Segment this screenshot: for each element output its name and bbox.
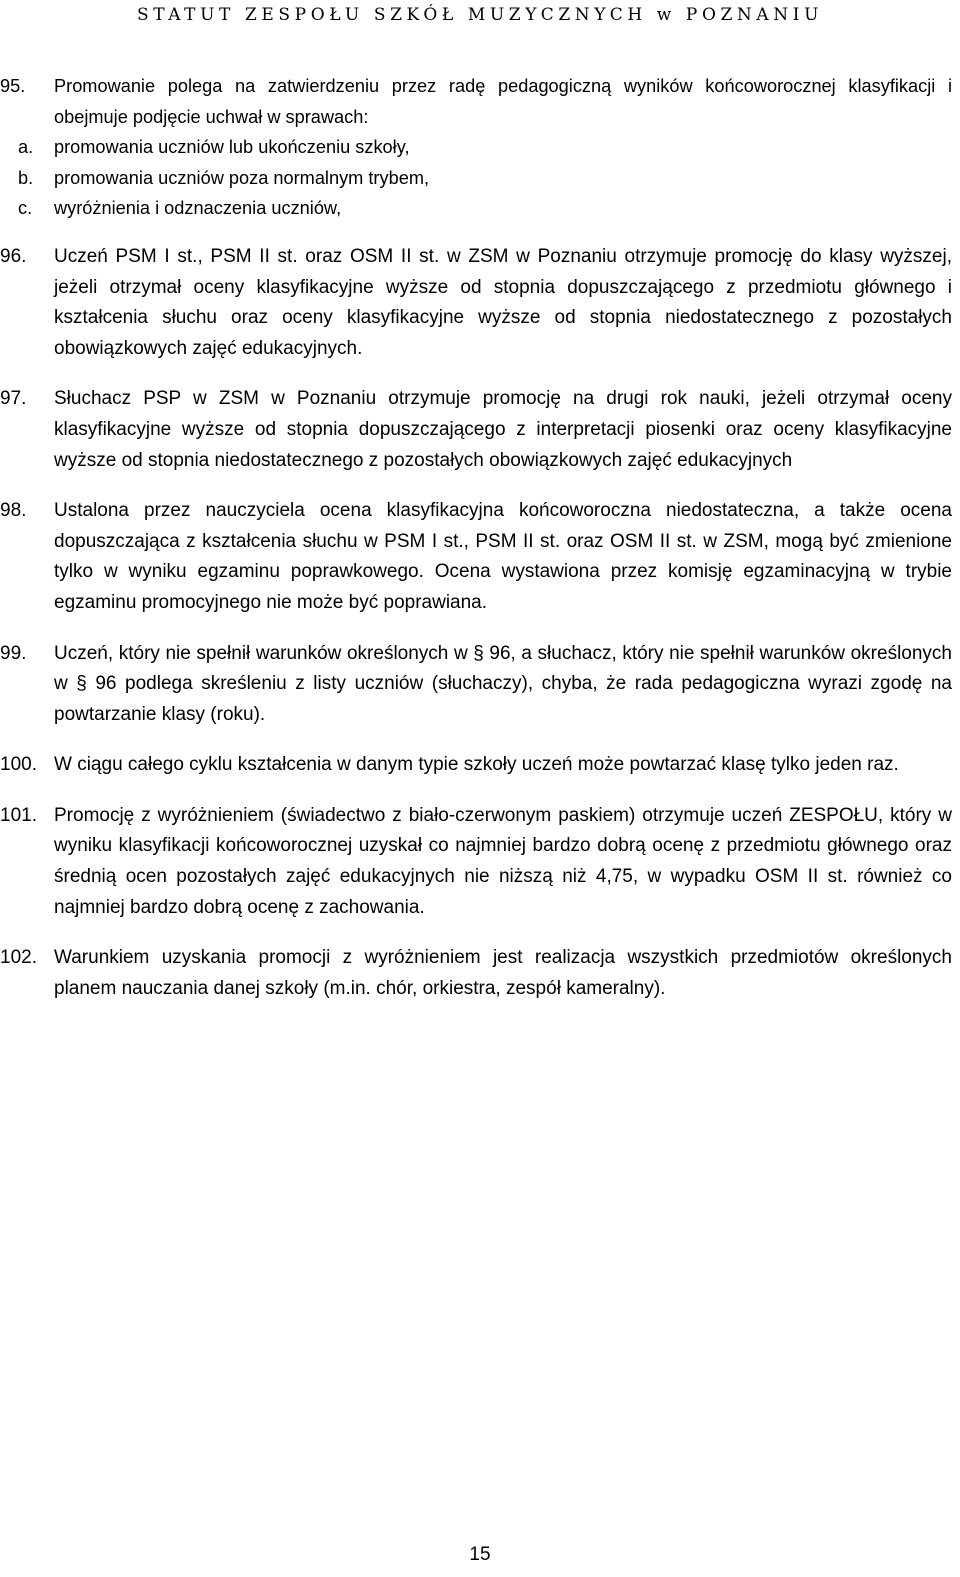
paragraph-number: 96. xyxy=(0,245,27,267)
paragraph-text: Promocję z wyróżnieniem (świadectwo z biało-czerwonym paskiem) otrzymuje uczeń ZESPOŁU, który w wyniku klasyfikacji końcoworocznej uzyskał co najmniej bardzo dobrą ocenę z przedmiotu głównego oraz średnią ocen pozostałych zajęć edukacyjnych nie niższą niż 4,75, w wypadku OSM II st. również co najmniej bardzo dobrą ocenę z zachowania. xyxy=(54,804,952,918)
list-item-mark: b. xyxy=(18,167,34,188)
paragraph-101 xyxy=(0,801,960,923)
paragraph-number: 102. xyxy=(0,947,37,969)
paragraph-97 xyxy=(0,384,960,476)
list-item-text: promowania uczniów lub ukończeniu szkoły, xyxy=(54,137,410,158)
list-item-text: wyróżnienia i odznaczenia uczniów, xyxy=(54,198,342,219)
paragraph-100 xyxy=(0,750,960,781)
paragraph-text: Promowanie polega na zatwierdzeniu przez radę pedagogiczną wyników końcoworocznej klasyfikacji i obejmuje podjęcie uchwał w sprawach: xyxy=(54,76,952,127)
paragraph-text: Ustalona przez nauczyciela ocena klasyfikacyjna końcoworoczna niedostateczna, a także ocena dopuszczająca z kształcenia słuchu w PSM I st., PSM II st. oraz OSM II st. w ZSM, mogą być zmienione tylko w wyniku egzaminu poprawkowego. Ocena wystawiona przez komisję egzaminacyjną w trybie egzaminu promocyjnego nie może być poprawiana. xyxy=(54,500,952,613)
paragraph-96 xyxy=(0,242,960,364)
paragraph-text: W ciągu całego cyklu kształcenia w danym typie szkoły uczeń może powtarzać klasę tylko jeden raz. xyxy=(54,754,899,776)
paragraph-number: 99. xyxy=(0,642,27,664)
list-item-mark: a. xyxy=(18,137,34,158)
paragraph-98 xyxy=(0,496,960,618)
paragraph-number: 98. xyxy=(0,500,27,522)
paragraph-text: Uczeń PSM I st., PSM II st. oraz OSM II st. w ZSM w Poznaniu otrzymuje promocję do klasy wyższej, jeżeli otrzymał oceny klasyfikacyjne wyższe od stopnia dopuszczającego z przedmiotu głównego i kształcenia słuchu oraz oceny klasyfikacyjne wyższe od stopnia niedostatecznego z pozostałych obowiązkowych zajęć edukacyjnych. xyxy=(54,245,952,359)
paragraph-number: 95. xyxy=(0,76,26,96)
paragraph-number: 100. xyxy=(0,754,37,776)
paragraph-95-list xyxy=(18,132,952,224)
paragraph-text: Słuchacz PSP w ZSM w Poznaniu otrzymuje promocję na drugi rok nauki, jeżeli otrzymał oceny klasyfikacyjne wyższe od stopnia dopuszczającego z interpretacji piosenki oraz oceny klasyfikacyjne wyższe od stopnia niedostatecznego z pozostałych obowiązkowych zajęć edukacyjnych xyxy=(54,388,952,471)
paragraph-text: Uczeń, który nie spełnił warunków określonych w § 96, a słuchacz, który nie spełnił warunków określonych w § 96 podlega skreśleniu z listy uczniów (słuchaczy), chyba, że rada pedagogiczna wyrazi zgodę na powtarzanie klasy (roku). xyxy=(54,642,952,725)
list-item xyxy=(18,193,952,224)
paragraph-99 xyxy=(0,639,960,731)
page-header: STATUT ZESPOŁU SZKÓŁ MUZYCZNYCH w POZNANIU xyxy=(136,5,823,25)
list-item-mark: c. xyxy=(18,198,33,219)
paragraph-102 xyxy=(0,943,960,1004)
page-number: 15 xyxy=(469,1544,491,1565)
paragraph-number: 101. xyxy=(0,804,37,826)
paragraph-95 xyxy=(0,71,960,224)
document-body xyxy=(0,71,960,1004)
paragraph-number: 97. xyxy=(0,388,27,410)
list-item xyxy=(18,163,952,194)
list-item xyxy=(18,132,952,163)
paragraph-text: Warunkiem uzyskania promocji z wyróżnieniem jest realizacja wszystkich przedmiotów określonych planem nauczania danej szkoły (m.in. chór, orkiestra, zespół kameralny). xyxy=(54,947,952,999)
list-item-text: promowania uczniów poza normalnym trybem, xyxy=(54,167,430,188)
